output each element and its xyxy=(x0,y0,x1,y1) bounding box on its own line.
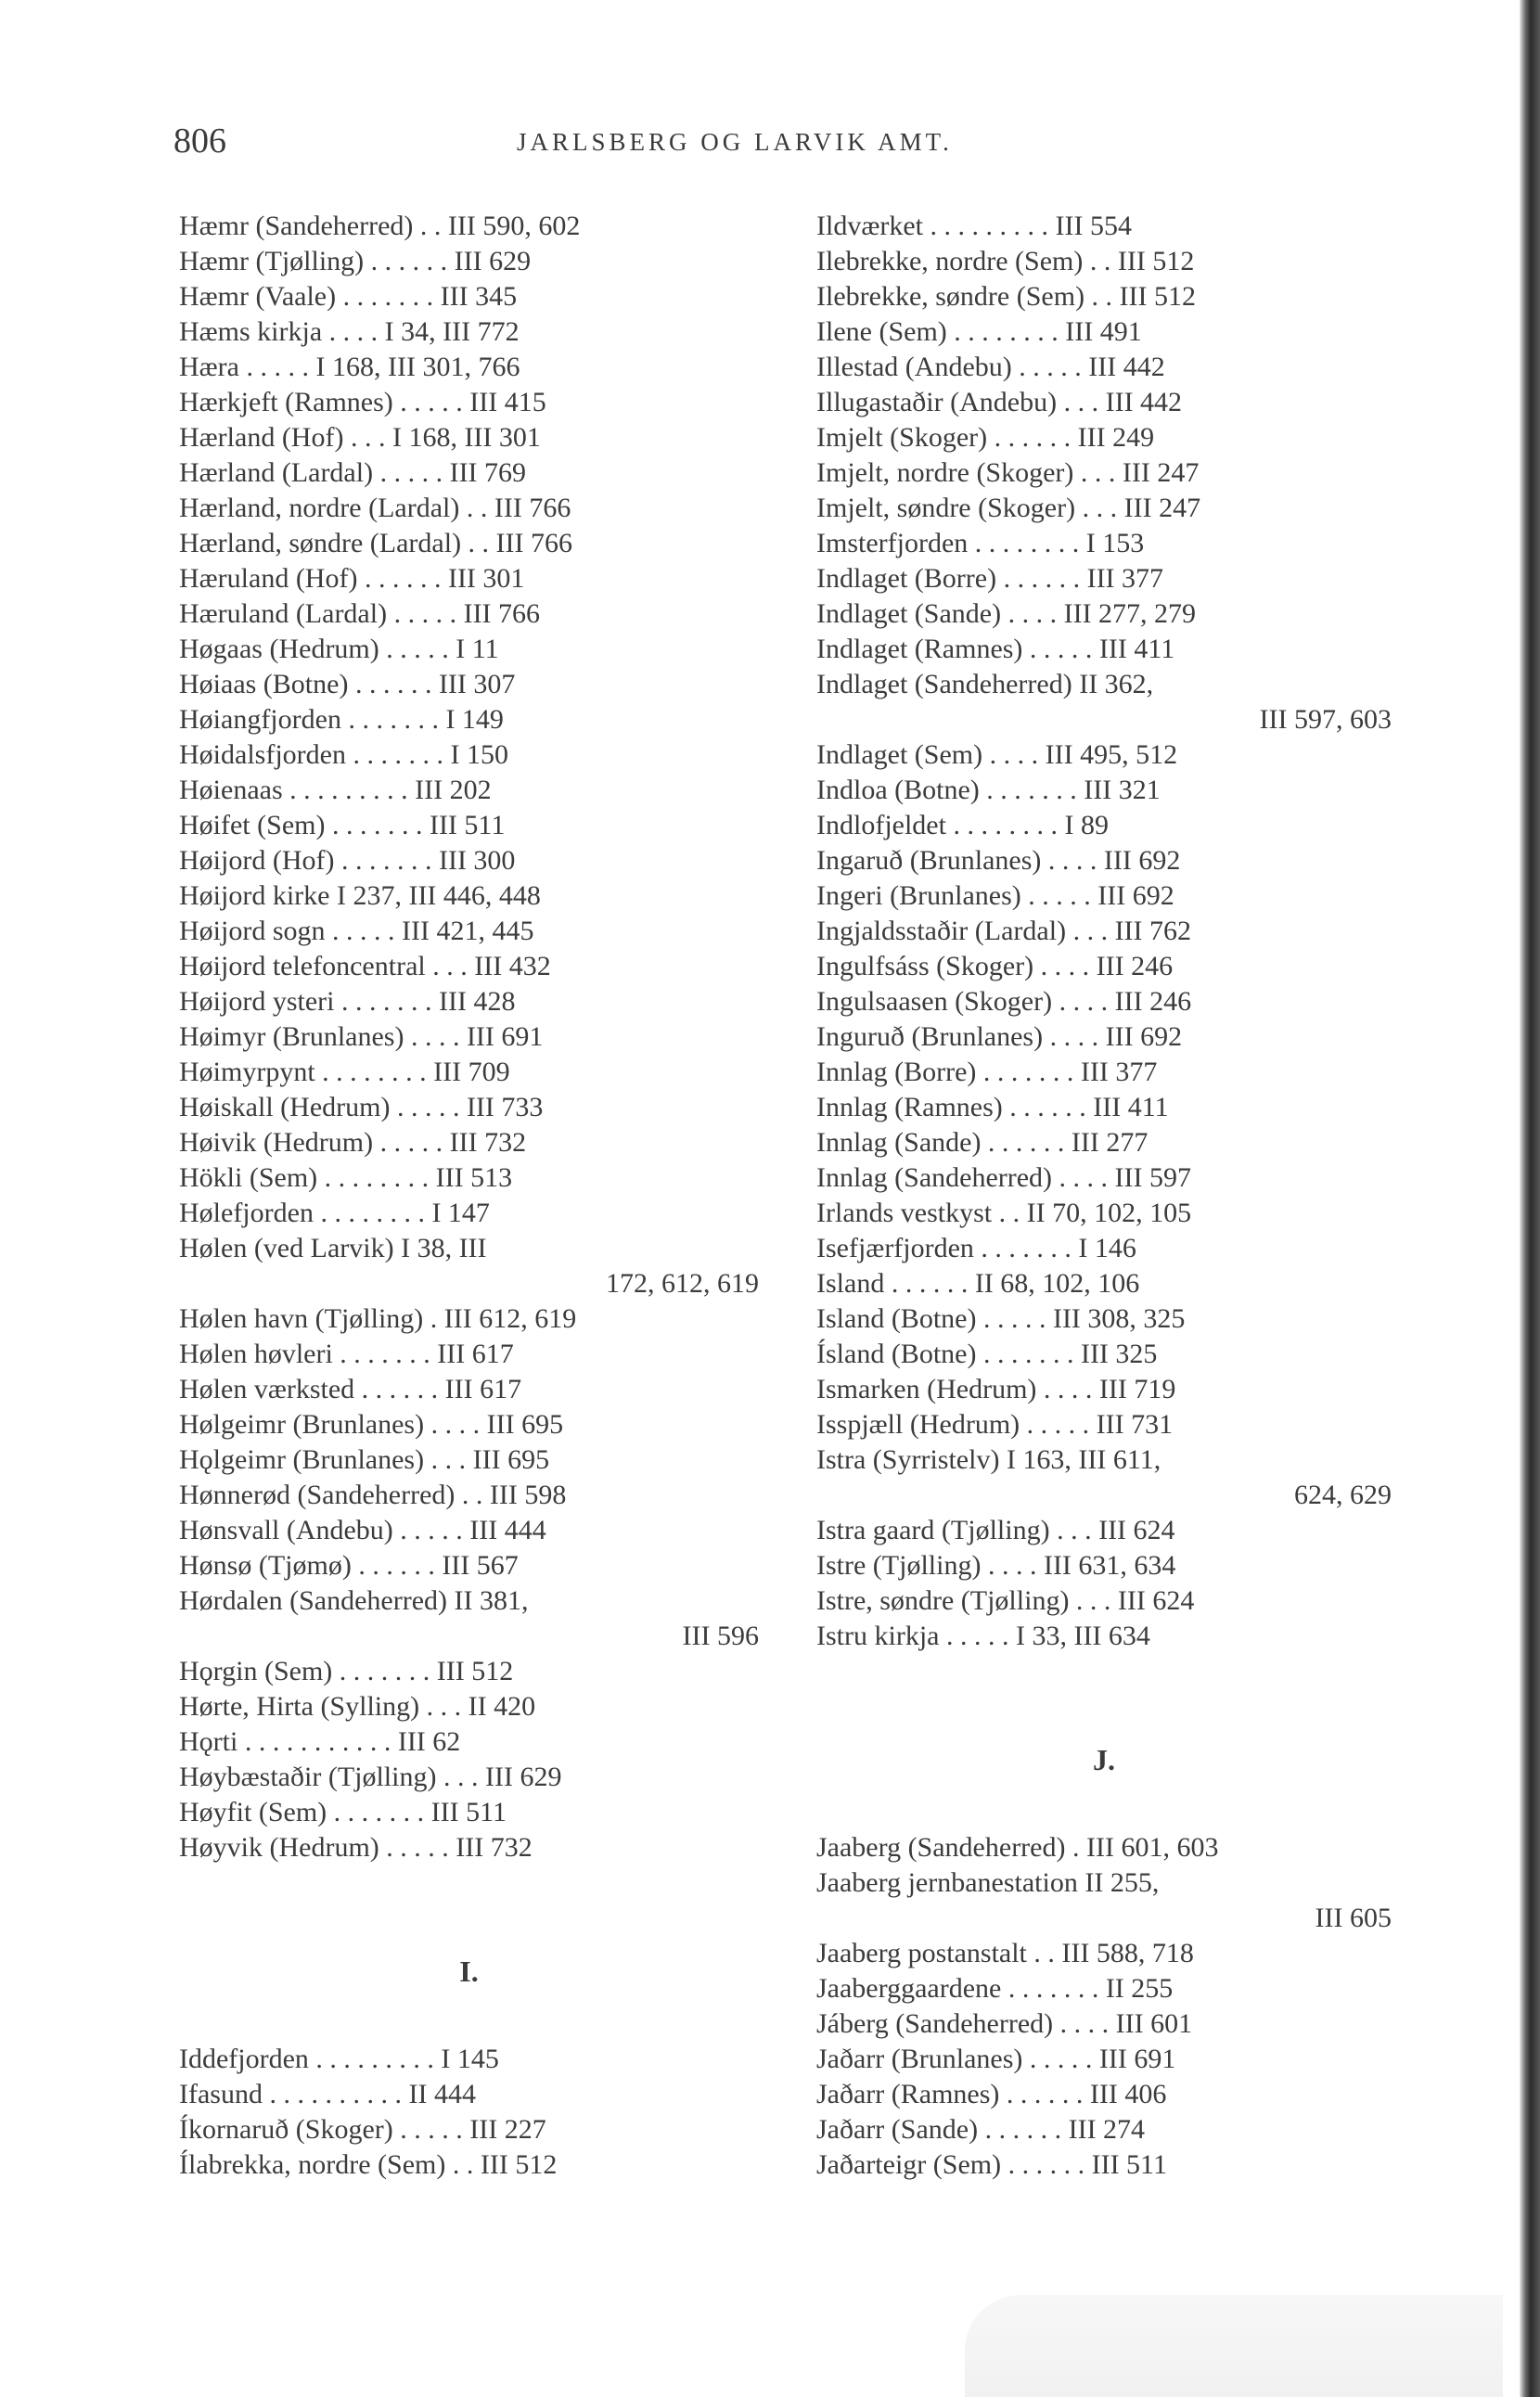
index-entry: Jaaberggaardene . . . . . . . II 255 xyxy=(816,1973,1174,2004)
index-entry: Høimyr (Brunlanes) . . . . III 691 xyxy=(179,1021,544,1052)
index-entry: Isspjæll (Hedrum) . . . . . III 731 xyxy=(816,1409,1174,1440)
index-entry: Innlag (Ramnes) . . . . . . III 411 xyxy=(816,1092,1169,1122)
index-entry: Hæruland (Hof) . . . . . . III 301 xyxy=(179,563,525,594)
spacer xyxy=(816,1654,1392,1689)
index-entry: Istra (Syrristelv) I 163, III 611, xyxy=(816,1444,1161,1475)
index-entry: Hæmr (Vaale) . . . . . . . III 345 xyxy=(179,281,518,312)
index-entry: Ilebrekke, søndre (Sem) . . III 512 xyxy=(816,281,1197,312)
index-entry: Høijord (Hof) . . . . . . . III 300 xyxy=(179,845,516,876)
index-entry: Hæruland (Lardal) . . . . . III 766 xyxy=(179,598,541,629)
spacer xyxy=(179,1901,759,1936)
index-entry: Indlofjeldet . . . . . . . . I 89 xyxy=(816,810,1109,840)
index-entry: Hølen havn (Tjølling) . III 612, 619 xyxy=(179,1303,577,1334)
index-entry-continuation: III 597, 603 xyxy=(1259,704,1392,735)
index-entry: Hæmr (Sandeherred) . . III 590, 602 xyxy=(179,211,581,241)
index-entry: Indlaget (Sandeherred) II 362, xyxy=(816,669,1154,699)
index-entry: Hǫlgeimr (Brunlanes) . . . III 695 xyxy=(179,1444,550,1475)
index-entry: Høijord ysteri . . . . . . . III 428 xyxy=(179,986,516,1017)
index-entry: Hærland (Lardal) . . . . . III 769 xyxy=(179,457,527,488)
index-entry: Hæra . . . . . I 168, III 301, 766 xyxy=(179,352,520,382)
index-entry: Høiangfjorden . . . . . . . I 149 xyxy=(179,704,504,735)
index-entry: Ilebrekke, nordre (Sem) . . III 512 xyxy=(816,246,1195,276)
index-entry-continuation: 172, 612, 619 xyxy=(606,1268,759,1299)
index-entry: Hökli (Sem) . . . . . . . . III 513 xyxy=(179,1162,513,1193)
spacer xyxy=(816,1795,1392,1830)
index-entry: Ingeri (Brunlanes) . . . . . III 692 xyxy=(816,880,1174,911)
index-entry: Jaðarr (Ramnes) . . . . . . III 406 xyxy=(816,2079,1167,2109)
index-entry: Indlaget (Ramnes) . . . . . III 411 xyxy=(816,634,1175,664)
index-entry: Jaaberg (Sandeherred) . III 601, 603 xyxy=(816,1832,1219,1863)
scan-shadow xyxy=(965,2295,1503,2397)
index-entry: Høyfit (Sem) . . . . . . . III 511 xyxy=(179,1797,507,1827)
index-entry: Isefjærfjorden . . . . . . . I 146 xyxy=(816,1233,1136,1263)
index-entry: Illestad (Andebu) . . . . . III 442 xyxy=(816,352,1165,382)
index-entry: Jaaberg jernbanestation II 255, xyxy=(816,1867,1160,1898)
index-entry: Innlag (Sande) . . . . . . III 277 xyxy=(816,1127,1149,1158)
index-entry: Inguruð (Brunlanes) . . . . III 692 xyxy=(816,1021,1183,1052)
index-entry: Istra gaard (Tjølling) . . . III 624 xyxy=(816,1515,1175,1545)
page-header xyxy=(173,121,1398,167)
index-entry: Hærland (Hof) . . . I 168, III 301 xyxy=(179,422,541,453)
index-entry: Hæmr (Tjølling) . . . . . . III 629 xyxy=(179,246,532,276)
index-entry: Ilene (Sem) . . . . . . . . III 491 xyxy=(816,316,1142,347)
index-entry: Høgaas (Hedrum) . . . . . I 11 xyxy=(179,634,499,664)
index-entry: Høiaas (Botne) . . . . . . III 307 xyxy=(179,669,516,699)
section-heading: I. xyxy=(459,1955,479,1988)
index-entry: Høijord kirke I 237, III 446, 448 xyxy=(179,880,541,911)
index-entry: Høifet (Sem) . . . . . . . III 511 xyxy=(179,810,506,840)
index-entry: Hønnerød (Sandeherred) . . III 598 xyxy=(179,1480,567,1510)
index-entry: Hærland, søndre (Lardal) . . III 766 xyxy=(179,528,573,558)
section-heading: J. xyxy=(1093,1743,1115,1776)
index-entry-continuation: III 605 xyxy=(1315,1903,1392,1933)
index-entry: Indlaget (Borre) . . . . . . III 377 xyxy=(816,563,1164,594)
index-entry: Illugastaðir (Andebu) . . . III 442 xyxy=(816,387,1183,417)
index-entry: Indloa (Botne) . . . . . . . III 321 xyxy=(816,775,1161,805)
index-entry: Hærland, nordre (Lardal) . . III 766 xyxy=(179,493,571,523)
index-entry: Indlaget (Sande) . . . . III 277, 279 xyxy=(816,598,1197,629)
index-entry: Hønsø (Tjømø) . . . . . . III 567 xyxy=(179,1550,519,1581)
index-entry: Hǫrgin (Sem) . . . . . . . III 512 xyxy=(179,1656,514,1686)
page-number: 806 xyxy=(173,122,226,160)
index-entry: Hølefjorden . . . . . . . . I 147 xyxy=(179,1198,490,1228)
index-entry: Hørdalen (Sandeherred) II 381, xyxy=(179,1585,529,1616)
index-entry: Hølen (ved Larvik) I 38, III xyxy=(179,1233,487,1263)
index-entry: Jaðarteigr (Sem) . . . . . . III 511 xyxy=(816,2149,1167,2180)
index-entry: Hølgeimr (Brunlanes) . . . . III 695 xyxy=(179,1409,564,1440)
index-entry: Høivik (Hedrum) . . . . . III 732 xyxy=(179,1127,527,1158)
index-entry: Jaðarr (Brunlanes) . . . . . III 691 xyxy=(816,2044,1176,2074)
index-entry-continuation: III 596 xyxy=(682,1621,759,1651)
index-entry: Høijord sogn . . . . . III 421, 445 xyxy=(179,916,534,946)
index-entry: Ísland (Botne) . . . . . . . III 325 xyxy=(816,1339,1158,1369)
index-entry: Íkornaruð (Skoger) . . . . . III 227 xyxy=(179,2114,546,2145)
index-entry: Høyvik (Hedrum) . . . . . III 732 xyxy=(179,1832,533,1863)
index-entry: Ingjaldsstaðir (Lardal) . . . III 762 xyxy=(816,916,1192,946)
index-entry: Høijord telefoncentral . . . III 432 xyxy=(179,951,551,981)
index-entry: Høybæstaðir (Tjølling) . . . III 629 xyxy=(179,1762,562,1792)
index-entry: Hølen høvleri . . . . . . . III 617 xyxy=(179,1339,514,1369)
spacer xyxy=(179,2006,759,2042)
index-entry: Jaaberg postanstalt . . III 588, 718 xyxy=(816,1938,1194,1968)
index-entry: Ifasund . . . . . . . . . . II 444 xyxy=(179,2079,476,2109)
index-entry: Imsterfjorden . . . . . . . . I 153 xyxy=(816,528,1145,558)
index-entry: Ildværket . . . . . . . . . III 554 xyxy=(816,211,1132,241)
index-entry: Innlag (Sandeherred) . . . . III 597 xyxy=(816,1162,1192,1193)
index-entry: Island (Botne) . . . . . III 308, 325 xyxy=(816,1303,1186,1334)
index-entry: Ingaruð (Brunlanes) . . . . III 692 xyxy=(816,845,1181,876)
index-entry: Iddefjorden . . . . . . . . . I 145 xyxy=(179,2044,499,2074)
index-entry: Ingulfsáss (Skoger) . . . . III 246 xyxy=(816,951,1174,981)
spacer xyxy=(816,1689,1392,1724)
index-entry: Hønsvall (Andebu) . . . . . III 444 xyxy=(179,1515,546,1545)
index-entry: Istre, søndre (Tjølling) . . . III 624 xyxy=(816,1585,1195,1616)
index-entry: Hæms kirkja . . . . I 34, III 772 xyxy=(179,316,520,347)
index-entry: Hølen værksted . . . . . . III 617 xyxy=(179,1374,522,1404)
index-entry: Istru kirkja . . . . . I 33, III 634 xyxy=(816,1621,1150,1651)
index-column-right xyxy=(816,209,1392,2183)
index-column-left xyxy=(179,209,759,2183)
index-entry: Høimyrpynt . . . . . . . . III 709 xyxy=(179,1057,510,1087)
index-entry: Indlaget (Sem) . . . . III 495, 512 xyxy=(816,739,1178,770)
page-edge xyxy=(1520,0,1540,2397)
index-entry: Hǫrti . . . . . . . . . . . III 62 xyxy=(179,1726,461,1757)
index-entry: Ismarken (Hedrum) . . . . III 719 xyxy=(816,1374,1176,1404)
index-entry: Høidalsfjorden . . . . . . . I 150 xyxy=(179,739,508,770)
index-entry: Jaðarr (Sande) . . . . . . III 274 xyxy=(816,2114,1146,2145)
index-entry: Ílabrekka, nordre (Sem) . . III 512 xyxy=(179,2149,558,2180)
index-entry: Imjelt, nordre (Skoger) . . . III 247 xyxy=(816,457,1200,488)
index-entry: Hærkjeft (Ramnes) . . . . . III 415 xyxy=(179,387,546,417)
index-entry: Irlands vestkyst . . II 70, 102, 105 xyxy=(816,1198,1192,1228)
index-entry: Hørte, Hirta (Sylling) . . . II 420 xyxy=(179,1691,536,1722)
index-entry-continuation: 624, 629 xyxy=(1294,1480,1392,1510)
index-entry: Høiskall (Hedrum) . . . . . III 733 xyxy=(179,1092,544,1122)
index-entry: Ingulsaasen (Skoger) . . . . III 246 xyxy=(816,986,1192,1017)
running-head: JARLSBERG OG LARVIK AMT. xyxy=(517,128,953,156)
index-entry: Istre (Tjølling) . . . . III 631, 634 xyxy=(816,1550,1176,1581)
index-entry: Innlag (Borre) . . . . . . . III 377 xyxy=(816,1057,1158,1087)
index-entry: Imjelt, søndre (Skoger) . . . III 247 xyxy=(816,493,1201,523)
index-entry: Imjelt (Skoger) . . . . . . III 249 xyxy=(816,422,1155,453)
spacer xyxy=(179,1865,759,1901)
index-entry: Jáberg (Sandeherred) . . . . III 601 xyxy=(816,2008,1193,2039)
index-entry: Island . . . . . . II 68, 102, 106 xyxy=(816,1268,1140,1299)
index-entry: Høienaas . . . . . . . . . III 202 xyxy=(179,775,492,805)
